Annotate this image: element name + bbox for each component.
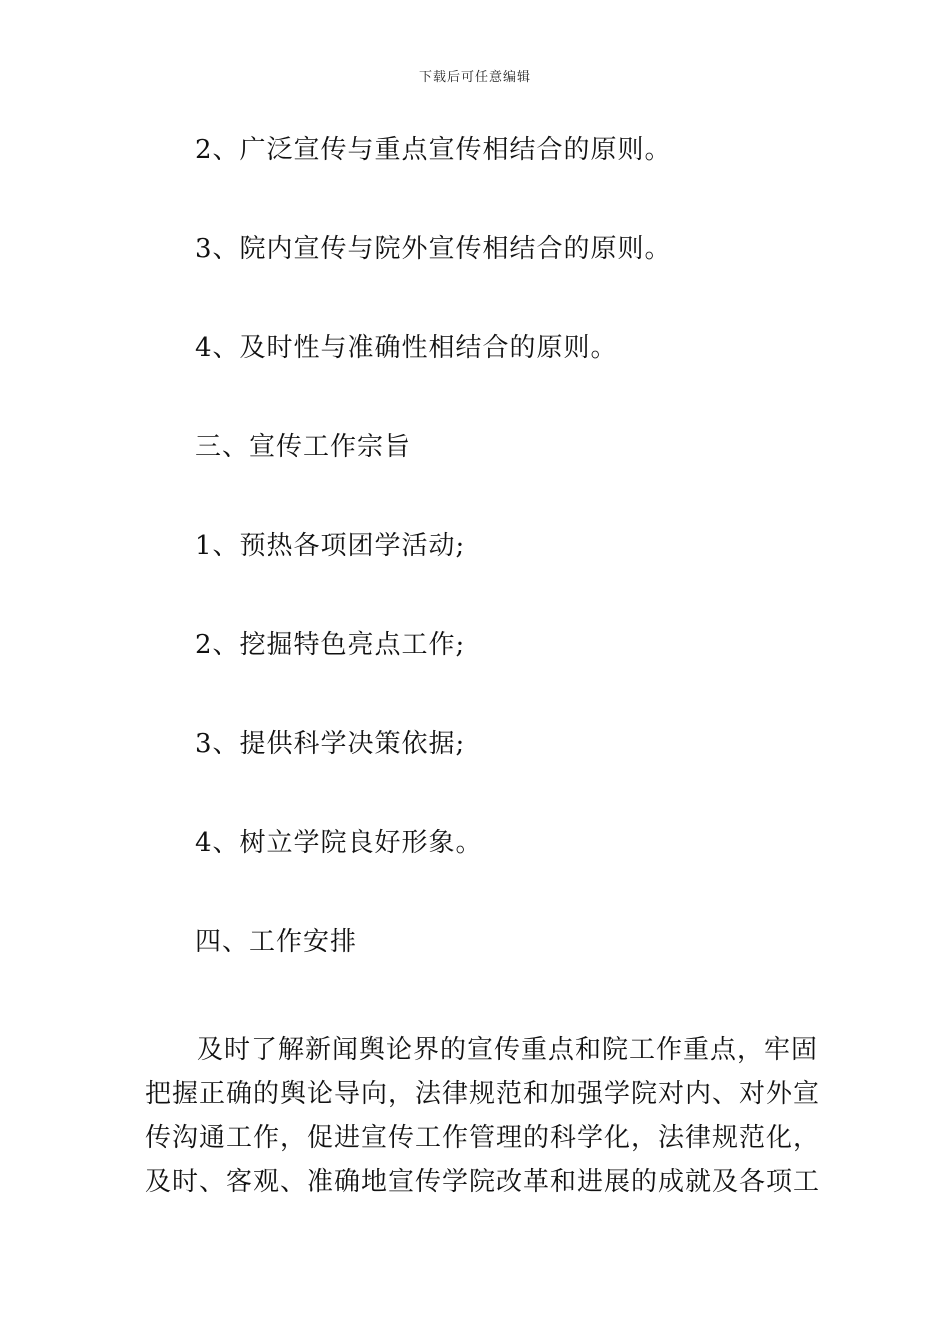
- paragraph-line: 把握正确的舆论导向，法律规范和加强学院对内、对外宣: [145, 1079, 821, 1109]
- principle-item-4: 4、及时性与准确性相结合的原则。: [195, 333, 618, 363]
- paragraph-line: 及时、客观、准确地宣传学院改革和进展的成就及各项工: [145, 1167, 821, 1197]
- page-header-note: 下载后可任意编辑: [418, 70, 531, 85]
- purpose-item-2: 2、挖掘特色亮点工作;: [195, 630, 466, 660]
- principle-item-2: 2、广泛宣传与重点宣传相结合的原则。: [195, 135, 672, 165]
- principle-item-3: 3、院内宣传与院外宣传相结合的原则。: [195, 234, 672, 264]
- section-heading-arrangement: 四、工作安排: [195, 927, 358, 957]
- arrangement-paragraph: [145, 1028, 821, 1204]
- purpose-item-1: 1、预热各项团学活动;: [195, 531, 466, 561]
- paragraph-line: 传沟通工作，促进宣传工作管理的科学化，法律规范化，: [145, 1123, 821, 1153]
- purpose-item-4: 4、树立学院良好形象。: [195, 828, 483, 858]
- section-heading-purpose: 三、宣传工作宗旨: [195, 432, 412, 462]
- purpose-item-3: 3、提供科学决策依据;: [195, 729, 466, 759]
- paragraph-line: 及时了解新闻舆论界的宣传重点和院工作重点，牢固: [197, 1035, 819, 1065]
